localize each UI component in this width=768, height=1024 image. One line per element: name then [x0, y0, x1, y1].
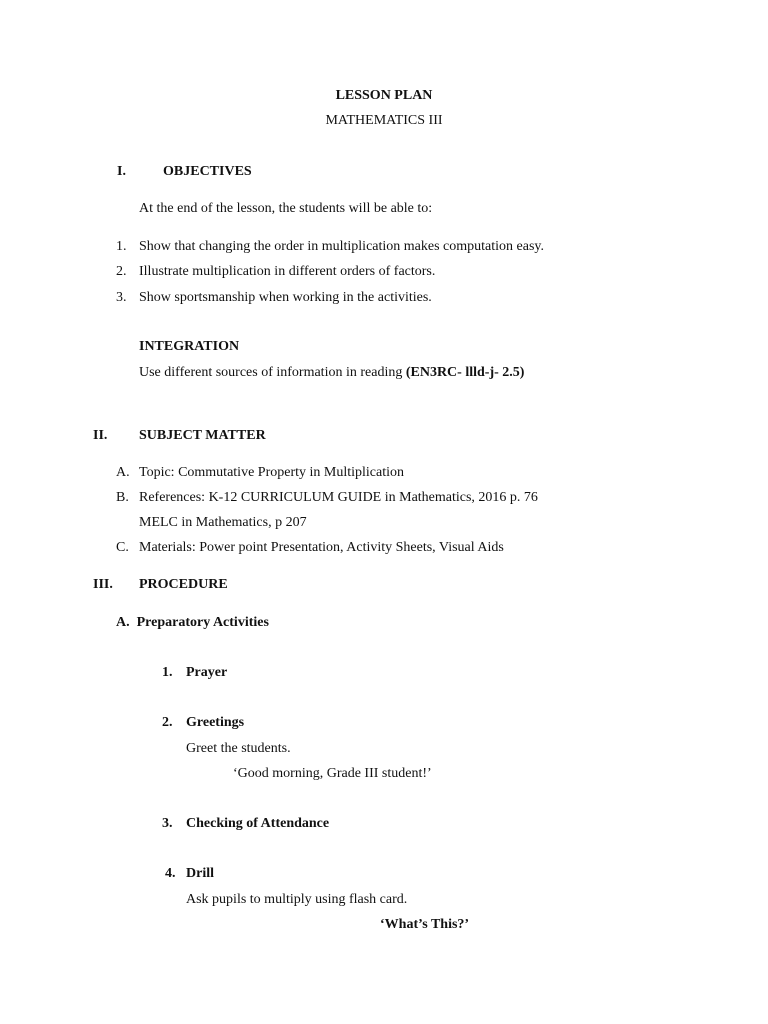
- step-title: Greetings: [186, 715, 245, 730]
- step-number: 2.: [162, 715, 173, 730]
- section-numeral-procedure: III.: [93, 577, 113, 592]
- step-number: 4.: [165, 866, 176, 881]
- page-subtitle: MATHEMATICS III: [325, 113, 443, 128]
- subject-item-text: Materials: Power point Presentation, Activity Sheets, Visual Aids: [139, 540, 504, 555]
- subject-item-letter: A.: [116, 465, 130, 480]
- subject-item-letter: C.: [116, 540, 129, 555]
- subject-item-text: Topic: Commutative Property in Multiplication: [139, 465, 404, 480]
- procedure-subsection-a: A. Preparatory Activities: [116, 615, 269, 630]
- objective-text: Show that changing the order in multiplication makes computation easy.: [139, 239, 545, 254]
- step-quote: ‘What’s This?’: [380, 917, 470, 932]
- section-numeral-subject-matter: II.: [93, 428, 108, 443]
- integration-code: (EN3RC- llld-j- 2.5): [405, 365, 525, 380]
- step-quote: ‘Good morning, Grade III student!’: [233, 766, 432, 781]
- integration-heading: INTEGRATION: [139, 339, 240, 354]
- objective-text: Illustrate multiplication in different orders of factors.: [139, 264, 436, 279]
- objective-number: 1.: [116, 239, 127, 254]
- objective-text: Show sportsmanship when working in the activities.: [139, 290, 432, 305]
- step-number: 1.: [162, 665, 173, 680]
- integration-line: [139, 364, 524, 382]
- objective-number: 2.: [116, 264, 127, 279]
- subject-item-letter: B.: [116, 490, 129, 505]
- integration-text: Use different sources of information in reading: [139, 365, 406, 380]
- objectives-intro: At the end of the lesson, the students will be able to:: [139, 201, 433, 216]
- section-heading-objectives: OBJECTIVES: [163, 164, 252, 179]
- section-heading-procedure: PROCEDURE: [139, 577, 228, 592]
- step-number: 3.: [162, 816, 173, 831]
- step-detail: Ask pupils to multiply using flash card.: [186, 892, 408, 907]
- subject-item-text: References: K-12 CURRICULUM GUIDE in Mathematics, 2016 p. 76: [139, 490, 538, 505]
- step-title: Drill: [186, 866, 214, 881]
- step-title: Checking of Attendance: [186, 816, 330, 831]
- objective-number: 3.: [116, 290, 127, 305]
- page-title: LESSON PLAN: [335, 88, 433, 103]
- step-detail: Greet the students.: [186, 741, 291, 756]
- subject-item-text: MELC in Mathematics, p 207: [139, 515, 307, 530]
- section-numeral-objectives: I.: [117, 164, 126, 179]
- section-heading-subject-matter: SUBJECT MATTER: [139, 428, 266, 443]
- step-title: Prayer: [186, 665, 228, 680]
